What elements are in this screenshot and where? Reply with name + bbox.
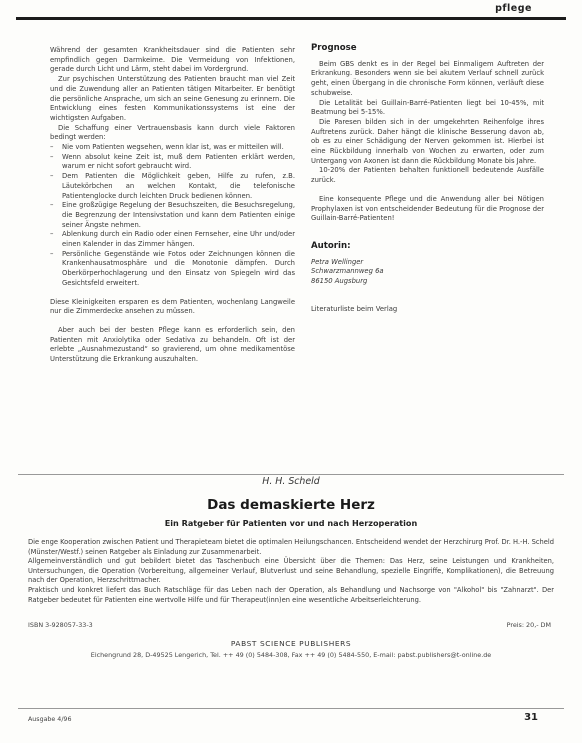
spacer bbox=[50, 289, 295, 298]
left-column bbox=[50, 46, 295, 365]
publisher-name: PABST SCIENCE PUBLISHERS bbox=[230, 639, 352, 648]
running-head-label: pflege bbox=[495, 3, 532, 14]
review-body bbox=[28, 538, 554, 605]
prognosis-paragraph: Beim GBS denkt es in der Regel bei Einmaligem Auftreten der Erkrankung. Besonders wenn sie bei akutem Verlauf schnell zurück geht, einen Übergang in die chronische Form können, verläuft diese schubweise. bbox=[311, 59, 544, 97]
author-heading: Autorin: bbox=[311, 240, 351, 251]
review-book-author: H. H. Scheld bbox=[262, 476, 320, 487]
prognosis-heading: Prognose bbox=[311, 43, 357, 53]
review-book-subtitle: Ein Ratgeber für Patienten vor und nach Herzoperation bbox=[164, 518, 418, 528]
left-paragraph: Aber auch bei der besten Pflege kann es erforderlich sein, den Patienten mit Anxiolytika oder Sedativa zu behandeln. Oft ist der erlebte „Ausnahmezustand“ so gravierend, um ohne medikamentöse Unterstützung die Erkrankung auszuhalten. bbox=[50, 325, 295, 364]
prognosis-paragraph: 10-20% der Patienten behalten funktionell bedeutende Ausfälle zurück. bbox=[311, 166, 544, 185]
literature-note: Literaturliste beim Verlag bbox=[311, 304, 398, 313]
review-paragraph: Praktisch und konkret liefert das Buch Ratschläge für das Leben nach der Operation, als Behandlung und Nachsorge von "Alkohol" bis "Zahnarzt". Der Ratgeber bedeutet für Patienten eine wertvolle Hilfe und für Therapeut(inn)en eine wesentliche Arbeitserleichterung. bbox=[28, 585, 554, 604]
review-paragraph: Die enge Kooperation zwischen Patient und Therapieteam bietet die optimalen Heilungschancen. Entscheidend wendet der Herzchirurg Prof. Dr. H.-H. Scheld (Münster/Westf.) seinen Ratgeber als Einladung zur Zusammenarbeit. bbox=[28, 538, 554, 556]
prognosis-paragraph: Eine konsequente Pflege und die Anwendung aller bei Nötigen Prophylaxen ist von entscheidender Bedeutung für die Prognose der Guillain-Barré-Patienten! bbox=[311, 194, 544, 223]
left-paragraph: Während der gesamten Krankheitsdauer sind die Patienten sehr empfindlich gegen Darmkeime. Die Vermeidung von Infektionen, gerade durch Licht und Lärm, steht dabei im Vordergrund. bbox=[50, 46, 295, 74]
isbn: ISBN 3-928057-33-3 bbox=[28, 621, 93, 629]
list-item: – Wenn absolut keine Zeit ist, muß dem Patienten erklärt werden, warum er nicht sofort gebraucht wird. bbox=[50, 153, 295, 172]
list-item: – Dem Patienten die Möglichkeit geben, Hilfe zu rufen, z.B. Läutekörbchen an welchen Kontakt, die telefonische Patientenglocke durch leichten Druck bedienen können. bbox=[50, 172, 295, 201]
review-paragraph: Allgemeinverständlich und gut bebildert bietet das Taschenbuch eine Übersicht über die Themen: Das Herz, seine Leistungen und Krankheiten, Untersuchungen, die Operation (Vorbereitung, allgemeiner Verlauf, Blutverlust und seine Behandlung, spezielle Eingriffe, Komplikationen), die Betreuung nach der Operation, Herzschrittmacher. bbox=[28, 557, 554, 585]
left-paragraph: Diese Kleinigkeiten ersparen es dem Patienten, wochenlang Langweile nur die Zimmerdecke ansehen zu müssen. bbox=[50, 297, 295, 316]
author-city: 86150 Augsburg bbox=[311, 277, 368, 286]
list-item: – Ablenkung durch ein Radio oder einen Fernseher, eine Uhr und/oder einen Kalender in das Zimmer hängen. bbox=[50, 230, 295, 249]
spacer bbox=[50, 317, 295, 326]
measures-list bbox=[50, 143, 295, 289]
list-item: – Nie vom Patienten wegsehen, wenn klar ist, was er mitteilen will. bbox=[50, 143, 295, 153]
prognosis-paragraph: Die Letalität bei Guillain-Barré-Patienten liegt bei 10-45%, mit Beatmung bei 5-15%. bbox=[311, 98, 544, 117]
list-item: – Eine großzügige Regelung der Besuchszeiten, die Besuchsregelung, die Begrenzung der Intensivstation und kann dem Patienten einige seiner Ängste nehmen. bbox=[50, 201, 295, 230]
price: Preis: 20,- DM bbox=[506, 621, 551, 629]
publisher-address: Eichengrund 28, D-49525 Lengerich, Tel. ++ 49 (0) 5484-308, Fax ++ 49 (0) 5484-550, E-mail: pabst.publishers@t-online.de bbox=[90, 651, 492, 659]
review-book-title: Das demaskierte Herz bbox=[207, 497, 375, 513]
spacer bbox=[311, 186, 544, 195]
author-name: Petra Wellinger bbox=[311, 257, 364, 266]
page-number: 31 bbox=[524, 712, 538, 723]
review-divider bbox=[18, 474, 564, 475]
list-item: – Persönliche Gegenstände wie Fotos oder Zeichnungen können die Krankenhausatmosphäre und die Monotonie dämpfen. Durch Oberkörperhochlagerung und den Einsatz von Spiegeln wird das Gesichtsfeld erweitert. bbox=[50, 250, 295, 289]
header-rule bbox=[16, 17, 566, 20]
author-street: Schwarzmannweg 6a bbox=[311, 267, 384, 276]
running-header bbox=[0, 0, 582, 20]
issue-label: Ausgabe 4/96 bbox=[28, 716, 72, 723]
spacer bbox=[311, 224, 544, 242]
left-paragraph: Zur psychischen Unterstützung des Patienten braucht man viel Zeit und die Zuwendung aller an Patienten tätigen Mitarbeiter. Er benötigt die persönliche Ansprache, um sich an seine Genesung zu erinnern. Die Entwicklung eines festen Kommunikationssystems ist eine der wichtigsten Aufgaben. bbox=[50, 75, 295, 122]
left-paragraph: Die Schaffung einer Vertrauensbasis kann durch viele Faktoren bedingt werden: bbox=[50, 123, 295, 142]
right-column bbox=[311, 44, 544, 314]
author-address bbox=[311, 258, 544, 287]
footer-rule bbox=[18, 708, 564, 709]
prognosis-paragraph: Die Paresen bilden sich in der umgekehrten Reihenfolge ihres Auftretens zurück. Daher hängt die klinische Besserung davon ab, ob es zu einer Schädigung der Nerven gekommen ist. Hierbei ist eine Rückbildung innerhalb von Wochen zu erwarten, oder zum Untergang von Axonen ist dann die Rückbildung Monate bis Jahre. bbox=[311, 117, 544, 165]
spacer bbox=[311, 287, 544, 305]
